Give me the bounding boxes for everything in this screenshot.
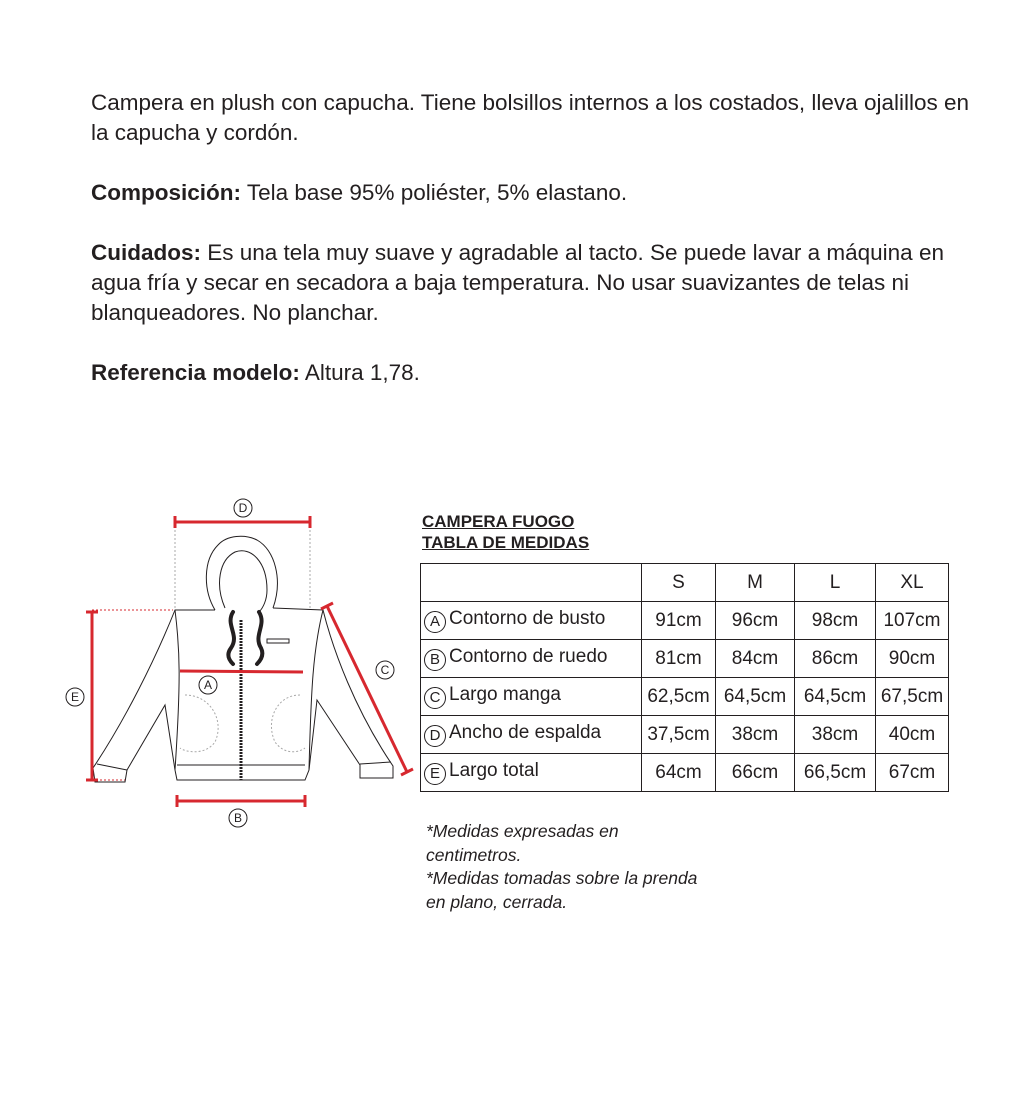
product-description (91, 88, 971, 418)
marker-c (376, 661, 394, 679)
composition-text: Tela base 95% poliéster, 5% elastano. (241, 180, 628, 205)
table-cell: 64,5cm (716, 678, 795, 716)
marker-d-badge: D (424, 725, 446, 747)
size-table-title-line2: TABLA DE MEDIDAS (422, 533, 590, 552)
note-2-line-1: *Medidas tomadas sobre la prenda (426, 868, 698, 888)
left-sleeve-line (175, 610, 179, 770)
hood-inner (220, 551, 267, 612)
table-row (421, 754, 949, 792)
row-label: E Largo total (421, 754, 642, 792)
row-label: A Contorno de busto (421, 602, 642, 640)
svg-text:D: D (238, 501, 248, 515)
measurement-notes (426, 820, 786, 914)
table-cell: 84cm (716, 640, 795, 678)
table-cell: 81cm (642, 640, 716, 678)
cuff-left (97, 764, 127, 770)
size-table (420, 563, 949, 792)
table-cell: 67,5cm (876, 678, 949, 716)
table-cell: 38cm (716, 716, 795, 754)
care-label: Cuidados: (91, 240, 201, 265)
row-label: D Ancho de espalda (421, 716, 642, 754)
chest-label-patch (267, 639, 289, 643)
size-table-title (422, 511, 589, 553)
right-sleeve-line (309, 610, 323, 770)
cuff-right (360, 762, 391, 764)
table-cell: 62,5cm (642, 678, 716, 716)
drawstring-left (228, 612, 234, 664)
note-2-line-2: en plano, cerrada. (426, 891, 568, 912)
table-cell: 90cm (876, 640, 949, 678)
svg-text:C: C (380, 663, 390, 677)
svg-text:B: B (233, 811, 243, 825)
table-cell: 86cm (795, 640, 876, 678)
model-paragraph (91, 358, 971, 388)
marker-d (234, 499, 252, 517)
jacket-body-outline (93, 608, 393, 782)
marker-a (199, 676, 217, 694)
table-cell: 40cm (876, 716, 949, 754)
marker-e-badge: E (424, 763, 446, 785)
model-label: Referencia modelo: (91, 360, 300, 385)
size-header-m: M (716, 564, 795, 602)
table-cell: 66cm (716, 754, 795, 792)
guide-line-red (92, 610, 305, 780)
marker-e (66, 688, 84, 706)
marker-b (229, 809, 247, 827)
hood-outline (206, 536, 277, 610)
table-cell: 38cm (795, 716, 876, 754)
pocket-left (180, 695, 218, 752)
table-cell: 96cm (716, 602, 795, 640)
measure-line-c (327, 606, 407, 772)
size-table-title-line1: CAMPERA FUOGO (422, 512, 575, 531)
composition-paragraph (91, 178, 971, 208)
table-cell: 91cm (642, 602, 716, 640)
svg-text:A: A (203, 678, 213, 692)
table-cell: 98cm (795, 602, 876, 640)
note-1-line-1: *Medidas expresadas en (426, 821, 619, 841)
size-header-s: S (642, 564, 716, 602)
model-text: Altura 1,78. (299, 360, 420, 385)
guide-line (175, 522, 310, 610)
measure-line-a (180, 671, 303, 672)
marker-b-badge: B (424, 649, 446, 671)
size-header-l: L (795, 564, 876, 602)
table-cell: 67cm (876, 754, 949, 792)
header-empty-cell (421, 564, 642, 602)
table-row (421, 602, 949, 640)
composition-label: Composición: (91, 180, 241, 205)
care-paragraph (91, 238, 971, 328)
table-row (421, 678, 949, 716)
intro-text: Campera en plush con capucha. Tiene bolsillos internos a los costados, lleva ojalillos en la capucha y cordón. (91, 90, 970, 145)
size-header-row (421, 564, 949, 602)
note-1-line-2: centimetros. (426, 844, 522, 865)
table-cell: 107cm (876, 602, 949, 640)
row-label: C Largo manga (421, 678, 642, 716)
table-cell: 64,5cm (795, 678, 876, 716)
table-row (421, 640, 949, 678)
svg-text:E: E (70, 690, 80, 704)
care-text: Es una tela muy suave y agradable al tacto. Se puede lavar a máquina en agua fría y secar en secadora a baja temperatura. No usar suavizantes de telas ni blanqueadores. No planchar. (91, 240, 944, 325)
row-label: B Contorno de ruedo (421, 640, 642, 678)
size-header-xl: XL (876, 564, 949, 602)
table-cell: 64cm (642, 754, 716, 792)
jacket-measurement-diagram (55, 490, 425, 840)
marker-c-badge: C (424, 687, 446, 709)
pocket-right (271, 695, 305, 752)
table-cell: 66,5cm (795, 754, 876, 792)
marker-a-badge: A (424, 611, 446, 633)
drawstring-right (257, 612, 262, 664)
table-row (421, 716, 949, 754)
table-cell: 37,5cm (642, 716, 716, 754)
